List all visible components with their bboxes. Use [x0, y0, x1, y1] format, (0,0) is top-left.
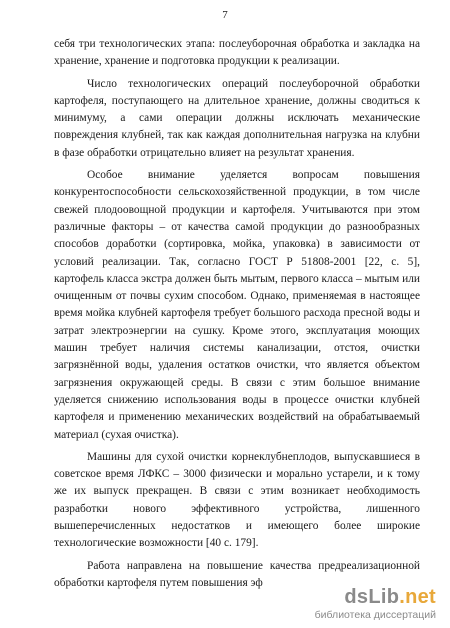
- page-number: 7: [222, 9, 228, 21]
- text-line: среды. В связи с этим большое внимание уделяется снижению использования: [54, 376, 420, 406]
- dslib-watermark: [272, 586, 450, 628]
- text-line: клубней картофеля требует большого расхода пресной воды и затрат: [54, 307, 420, 337]
- text-line: недостатков и имеющего более широкие технологические возможности: [54, 520, 421, 550]
- text-line: обработки отрицательно влияет на результат хранения.: [87, 146, 355, 159]
- text-line: удаления остатков очистки, что является объектом загрязнения окружающей: [54, 359, 420, 389]
- text-line: минимуму, а сами операции должны исключать механические повреждения: [54, 112, 420, 142]
- text-line: Машины для сухой очистки корнеклубнеплодов, выпускавшиеся в: [87, 450, 420, 463]
- text-line: различные факторы – от качества самой продукции до разнообразных: [54, 220, 420, 233]
- text-line: реализации. Так, согласно ГОСТ Р 51808-2001 [22, с. 5], картофель класса: [54, 255, 420, 285]
- logo-suffix: .net: [399, 586, 436, 608]
- text-line: Число технологических операций послеуборочной обработки: [87, 77, 420, 90]
- text-line: требует наличия системы канализации, отстоя, очистки загрязнённой воды,: [54, 342, 420, 372]
- text-line: обработки картофеля путем повышения эф: [54, 576, 263, 589]
- text-line: воздействий на обрабатываемый материал (сухая очистка).: [54, 411, 420, 441]
- text-line: нового эффективного устройства, лишенного вышеперечисленных: [54, 502, 420, 533]
- logo-prefix: dsLib: [344, 586, 400, 608]
- text-line: Особое внимание уделяется вопросам повышения: [87, 169, 420, 182]
- watermark-subtitle: библиотека диссертаций: [314, 609, 436, 621]
- text-line: воды в процессе очистки клубней картофеля и применению механических: [54, 393, 420, 424]
- text-line: свежей плодоовощной продукции и картофеля. Учитываются при этом: [54, 203, 420, 216]
- paragraph-2: [54, 76, 420, 162]
- document-body: [54, 36, 420, 592]
- paragraph-1: [54, 36, 420, 71]
- text-line: способов доработки (сортировка, мойка, упаковка) в зависимости от условий: [54, 238, 420, 268]
- text-line: конкурентоспособности сельскохозяйственной продукции, в том числе: [54, 186, 420, 199]
- text-line: советское время ЛФКС – 3000 физически и морально устарели, и к тому же: [54, 468, 420, 498]
- dslib-logo: [344, 586, 436, 608]
- text-line: картофеля, поступающего на длительное хранение, должны сводиться к: [54, 94, 420, 107]
- text-line: экстра должен быть мытым, первого класса – мытым или очищенным от: [54, 272, 420, 303]
- text-line: электроэнергии на сушку. Кроме этого, эксплуатация моющих машин: [54, 324, 420, 355]
- text-line: их выпуск прекращен. В связи с этим возникает необходимость разработки: [54, 485, 420, 515]
- paragraph-4: [54, 449, 420, 553]
- text-line: [40 с. 179].: [205, 537, 259, 550]
- text-line: клубней, так как каждая дополнительная нагрузка на клубни в фазе: [54, 129, 420, 159]
- text-line: хранение, хранение и подготовка продукции к реализации.: [54, 55, 340, 68]
- text-line: Работа направлена на повышение качества предреализационной: [87, 559, 420, 572]
- text-line: себя три технологических этапа: послеуборочная обработка и закладка на: [54, 38, 420, 50]
- text-line: почвы сухим способом. Однако, применяемая в настоящее время мойка: [54, 290, 420, 320]
- paragraph-3: [54, 167, 420, 444]
